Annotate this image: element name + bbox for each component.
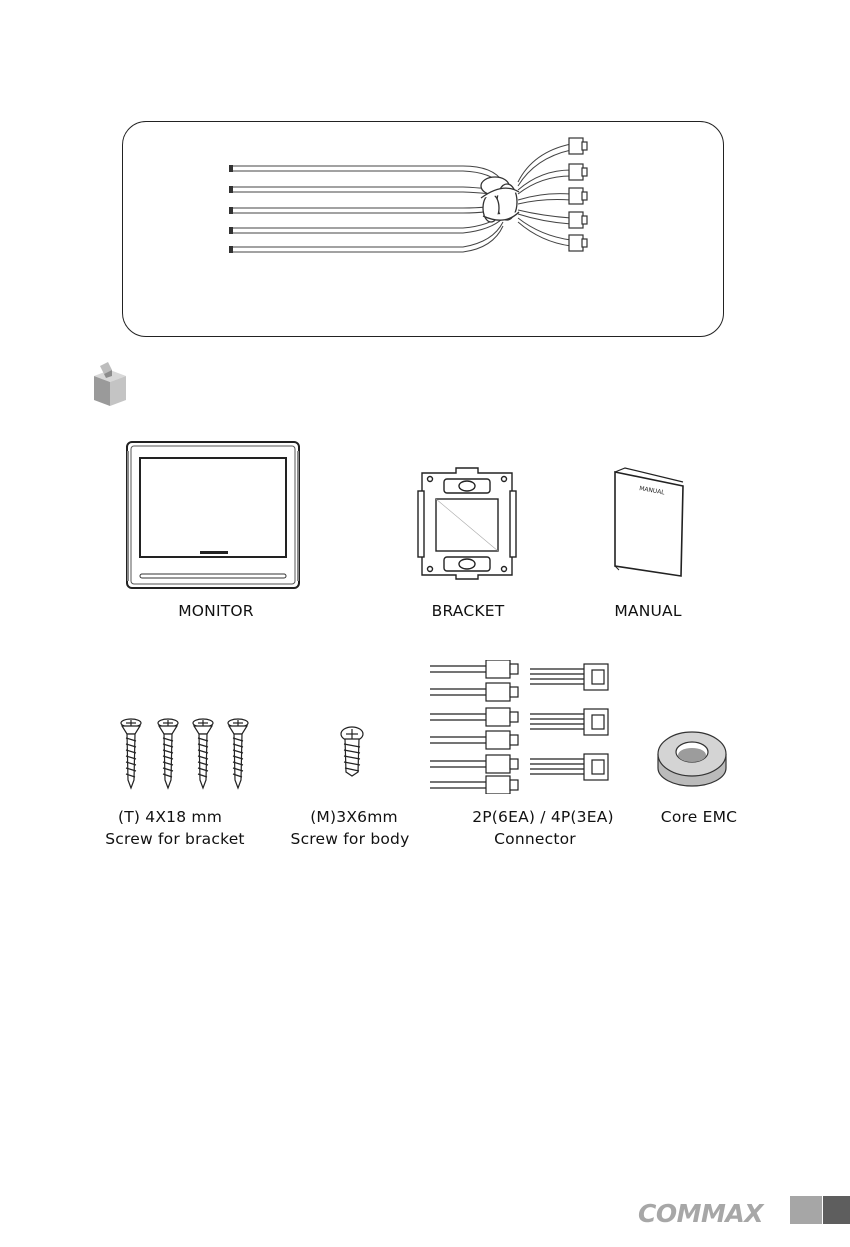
commax-logo (636, 1196, 788, 1230)
page-tab-dark (823, 1196, 850, 1224)
manual-booklet-illustration (611, 466, 687, 580)
wire-harness-illustration (123, 122, 725, 338)
core-emc-label: Core EMC (660, 808, 738, 826)
cable-harness-panel (122, 121, 724, 337)
body-screw-size-label: (M)3X6mm (310, 808, 398, 826)
bracket-label: BRACKET (431, 602, 505, 620)
bracket-illustration (416, 465, 518, 583)
connectors-illustration (426, 660, 622, 794)
monitor-illustration (126, 441, 300, 589)
manual-label: MANUAL (614, 602, 682, 620)
bracket-screw-size-label: (T) 4X18 mm (117, 808, 223, 826)
body-screw-illustration (338, 726, 366, 778)
connector-spec-label: 2P(6EA) / 4P(3EA) (472, 808, 614, 826)
manual-cover-text: MANUAL (638, 485, 666, 497)
core-emc-illustration (652, 724, 732, 788)
brand-text: COMMAX (638, 1199, 763, 1228)
page-tab-light (790, 1196, 822, 1224)
bracket-screw-purpose-label: Screw for bracket (105, 830, 245, 848)
monitor-label: MONITOR (178, 602, 254, 620)
body-screw-purpose-label: Screw for body (290, 830, 410, 848)
bracket-screws-illustration (118, 718, 256, 790)
package-box-icon (80, 362, 128, 408)
connector-name-label: Connector (494, 830, 576, 848)
